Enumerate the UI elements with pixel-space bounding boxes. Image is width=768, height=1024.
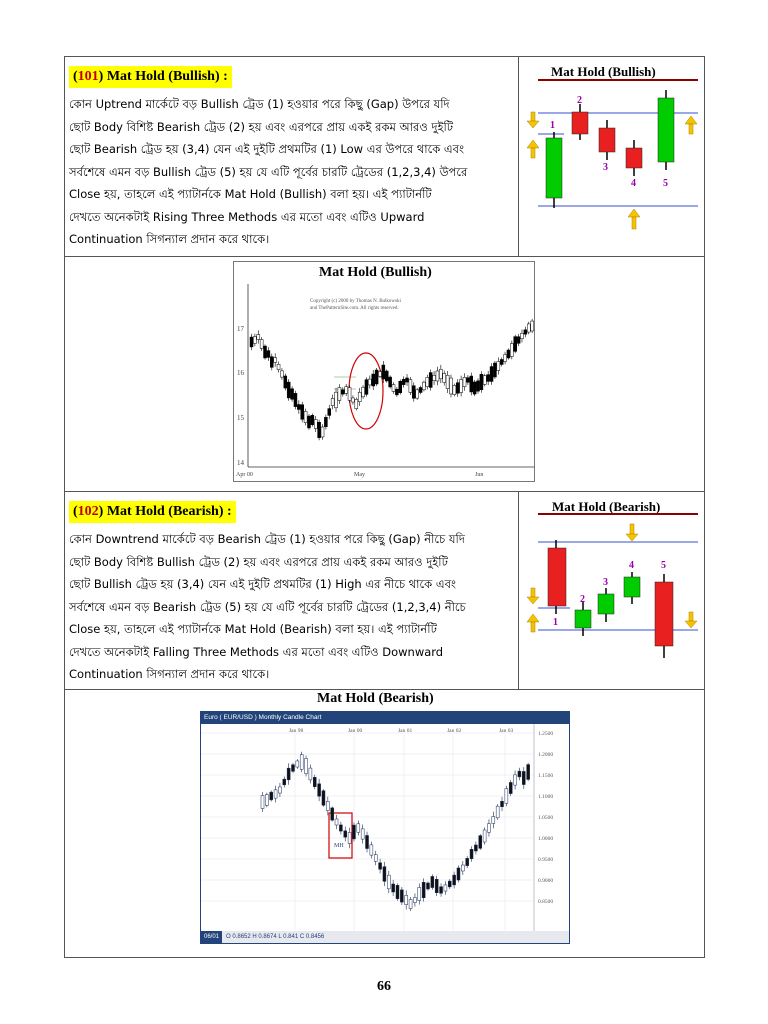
- candle: [490, 367, 493, 382]
- text-line: ছোট Body বিশিষ্ট Bullish ট্রেড (2) হয় এবং এরপরে প্রায় একই রকম আরও দুইটি: [69, 554, 448, 569]
- candle: [457, 868, 460, 880]
- candle: [311, 415, 314, 424]
- y-tick-label: 1.0000: [538, 836, 554, 842]
- candle: [480, 374, 483, 390]
- candle: [339, 825, 342, 831]
- candle: [501, 801, 504, 806]
- copyright-text: and ThePatternSite.com. All rights reserved.: [310, 306, 399, 311]
- candle: [297, 405, 300, 410]
- up-arrow-icon: [527, 614, 539, 632]
- down-arrow-icon: [527, 588, 539, 604]
- pattern-label: 5: [663, 178, 668, 189]
- section-102-description: [69, 528, 516, 686]
- candle-1: [546, 138, 562, 198]
- chart-ohlc-footer: [201, 931, 569, 943]
- column-divider: [518, 57, 519, 256]
- candle: [265, 795, 268, 806]
- candle-2: [575, 610, 591, 628]
- chart-title: Mat Hold (Bearish): [317, 691, 434, 706]
- candle: [387, 875, 390, 889]
- y-tick-label: 14: [237, 459, 244, 467]
- candle-3: [599, 128, 615, 152]
- ohlc-values: O 0.8652 H 0.8674 L 0.841 C 0.8456: [226, 934, 325, 940]
- candle: [318, 422, 321, 437]
- candle: [524, 330, 527, 334]
- candle: [335, 819, 338, 825]
- candle: [466, 378, 469, 383]
- candle: [460, 379, 463, 392]
- candle: [509, 782, 512, 793]
- candle: [413, 897, 416, 902]
- pattern-diagram-title: Mat Hold (Bullish): [551, 64, 656, 79]
- candle: [429, 373, 432, 388]
- candle: [514, 337, 517, 352]
- candle: [357, 824, 360, 832]
- candle: [341, 390, 344, 394]
- candle: [358, 392, 361, 401]
- candle: [267, 351, 270, 358]
- x-tick-label: Jun: [475, 472, 484, 478]
- x-tick-label: Jan 01: [398, 728, 413, 734]
- candle: [287, 382, 290, 398]
- down-arrow-icon: [626, 524, 638, 541]
- candle: [370, 845, 373, 855]
- candle: [307, 416, 310, 428]
- candle: [470, 849, 473, 858]
- chart-title: Mat Hold (Bullish): [319, 265, 432, 280]
- candle: [477, 381, 480, 391]
- text-line: Continuation সিগন্যাল প্রদান করে থাকে।: [69, 232, 270, 246]
- candle: [264, 346, 267, 358]
- candle: [375, 370, 378, 384]
- candle: [483, 830, 486, 842]
- candle: [431, 876, 434, 887]
- candle: [406, 378, 409, 382]
- candle: [278, 787, 281, 793]
- up-arrow-icon: [527, 140, 539, 158]
- candle: [304, 411, 307, 422]
- pattern-diagram-title: Mat Hold (Bearish): [552, 499, 661, 514]
- candle: [453, 385, 456, 394]
- candle: [402, 379, 405, 384]
- text-line: সর্বশেষে এমন বড় Bullish ট্রেড (5) হয় যে এটি পূর্বের চারটি ট্রেডের (1,2,3,4) উপরে: [69, 164, 468, 179]
- candle: [527, 324, 530, 332]
- x-tick-label: Jan 98: [289, 728, 304, 734]
- candle: [270, 792, 273, 800]
- candle: [362, 387, 365, 397]
- candle-5: [658, 98, 674, 162]
- row-divider: [65, 491, 704, 492]
- section-number: 102: [77, 504, 99, 519]
- candle: [448, 881, 451, 887]
- x-tick-label: Jan 02: [447, 728, 462, 734]
- candle: [392, 884, 395, 892]
- x-tick-label: Jan 03: [499, 728, 514, 734]
- candle: [504, 354, 507, 361]
- y-tick-label: 15: [237, 414, 244, 422]
- candle: [344, 831, 347, 837]
- column-divider: [518, 491, 519, 689]
- candle: [274, 358, 277, 363]
- candle: [326, 801, 329, 810]
- candle: [392, 385, 395, 392]
- candle: [463, 377, 466, 386]
- candle: [372, 374, 375, 386]
- candle: [287, 768, 290, 780]
- candle: [324, 417, 327, 426]
- y-tick-label: 16: [237, 369, 244, 377]
- candle-4: [624, 577, 640, 597]
- candle: [443, 374, 446, 383]
- candle: [416, 390, 419, 398]
- candle: [399, 381, 402, 392]
- y-tick-label: 1.0500: [538, 815, 554, 821]
- candle: [517, 337, 520, 344]
- candle: [493, 363, 496, 377]
- candle: [291, 765, 294, 772]
- candle: [426, 883, 429, 889]
- candle: [400, 890, 403, 902]
- candle: [283, 779, 286, 785]
- candle: [419, 388, 422, 393]
- candle: [409, 380, 412, 393]
- text-line: ছোট Bearish ট্রেড হয় (3,4) যেন এই দুইটি প্রথমটির (1) Low এর উপরে থাকে এবং: [69, 142, 465, 156]
- candle: [418, 887, 421, 900]
- down-arrow-icon: [527, 112, 539, 128]
- text-line: সর্বশেষে এমন বড় Bearish ট্রেড (5) হয় যে এটি পূর্বের চারটি ট্রেডের (1,2,3,4) নীচে: [69, 599, 466, 614]
- candle: [510, 344, 513, 357]
- candle: [374, 855, 377, 862]
- candle: [487, 375, 490, 382]
- y-tick-label: 1.1500: [538, 773, 554, 779]
- candle: [449, 378, 452, 394]
- bullish-chart-plot: [234, 282, 534, 482]
- candle: [328, 409, 331, 416]
- candle: [479, 836, 482, 849]
- candle: [383, 867, 386, 882]
- candle: [433, 375, 436, 380]
- candle: [439, 369, 442, 379]
- section-number: 101: [77, 69, 99, 84]
- candle: [487, 824, 490, 833]
- candle: [318, 784, 321, 796]
- candle: [355, 399, 358, 408]
- text-line: ছোট Bullish ট্রেড হয় (3,4) যেন এই দুইটি প্রথমটির (1) High এর নীচে থাকে এবং: [69, 577, 456, 591]
- y-tick-label: 0.8500: [538, 899, 554, 905]
- candle: [507, 350, 510, 358]
- candle: [270, 357, 273, 368]
- text-line: কোন Downtrend মার্কেটে বড় Bearish ট্রেড (1) হওয়ার পরে কিছু (Gap) নীচে যদি: [69, 532, 465, 546]
- copyright-text: Copyright (c) 2000 by Thomas N. Bulkowski: [310, 299, 401, 304]
- candle: [261, 795, 264, 808]
- candle: [456, 383, 459, 394]
- candle: [305, 758, 308, 773]
- candle: [382, 365, 385, 379]
- text-line: দেখতে অনেকটাই Rising Three Methods এর মতো এবং এটিও Upward: [69, 209, 425, 224]
- candle: [348, 388, 351, 401]
- candle: [338, 388, 341, 401]
- candle: [522, 771, 525, 784]
- y-tick-label: 17: [237, 325, 244, 333]
- candle: [497, 361, 500, 370]
- candle: [461, 865, 464, 871]
- candle: [527, 765, 530, 780]
- candle: [474, 845, 477, 851]
- pattern-label: 3: [603, 577, 608, 588]
- candle: [500, 359, 503, 364]
- candle: [366, 835, 369, 848]
- section-title-101: (101) Mat Hold (Bullish) :: [69, 66, 232, 88]
- candle: [505, 789, 508, 804]
- y-tick-label: 1.2500: [538, 731, 554, 737]
- candle: [321, 427, 324, 437]
- page-number: 66: [377, 979, 391, 994]
- candle: [250, 337, 253, 347]
- candle: [440, 887, 443, 894]
- candle: [274, 790, 277, 798]
- candle: [378, 372, 381, 377]
- row-divider: [65, 689, 704, 690]
- pattern-label: 5: [661, 560, 666, 571]
- candle: [348, 832, 351, 843]
- candle: [422, 382, 425, 390]
- candle: [385, 371, 388, 381]
- text-line: কোন Uptrend মার্কেটে বড় Bullish ট্রেড (1) হওয়ার পরে কিছু (Gap) উপরে যদি: [69, 97, 450, 111]
- candle: [331, 398, 334, 405]
- candle-1: [548, 548, 566, 606]
- candle: [518, 771, 521, 777]
- candle: [365, 380, 368, 395]
- pattern-label: 1: [553, 617, 558, 628]
- candle-3: [598, 594, 614, 614]
- candle: [422, 882, 425, 897]
- pattern-label: 4: [631, 178, 636, 189]
- y-tick-label: 0.9000: [538, 878, 554, 884]
- text-line: Close হয়, তাহলে এই প্যাটার্নকে Mat Hold (Bullish) বলা হয়। এই প্যাটার্নটি: [69, 187, 432, 201]
- bearish-example-chart: [200, 711, 570, 944]
- candle: [453, 875, 456, 885]
- candle: [389, 377, 392, 387]
- up-arrow-icon: [628, 209, 640, 229]
- candle: [345, 387, 348, 394]
- candle: [514, 775, 517, 785]
- text-line: ছোট Body বিশিষ্ট Bearish ট্রেড (2) হয় এবং এরপরে প্রায় একই রকম আরও দুইটি: [69, 119, 454, 134]
- candle: [313, 777, 316, 786]
- candle: [277, 364, 280, 369]
- candle: [352, 825, 355, 839]
- pattern-label: 2: [577, 95, 582, 106]
- candle: [412, 386, 415, 399]
- candle: [301, 405, 304, 420]
- candle: [466, 858, 469, 865]
- pattern-marker-label: MH: [334, 843, 344, 849]
- candle: [284, 376, 287, 388]
- candle: [296, 761, 299, 767]
- candle: [531, 321, 534, 331]
- candle: [435, 879, 438, 892]
- candle: [314, 420, 317, 429]
- pattern-label: 1: [550, 120, 555, 131]
- bearish-chart-plot: [201, 724, 569, 933]
- candle: [322, 791, 325, 806]
- candle: [253, 337, 256, 344]
- candle: [405, 895, 408, 904]
- section-101-description: [69, 93, 516, 251]
- down-arrow-icon: [685, 612, 697, 628]
- candle-5: [655, 582, 673, 646]
- bullish-example-chart: [233, 261, 535, 482]
- candle: [331, 808, 334, 820]
- text-line: Close হয়, তাহলে এই প্যাটার্নকে Mat Hold (Bearish) বলা হয়। এই প্যাটার্নটি: [69, 622, 437, 636]
- candle-2: [572, 112, 588, 134]
- candle: [426, 377, 429, 386]
- candle: [257, 335, 260, 340]
- candle: [492, 817, 495, 824]
- candle: [395, 389, 398, 395]
- mat-hold-bearish-diagram: [522, 496, 705, 686]
- pattern-label: 2: [580, 594, 585, 605]
- candle: [300, 755, 303, 770]
- row-divider: [65, 256, 704, 257]
- pattern-label: 3: [603, 162, 608, 173]
- candle: [294, 393, 297, 406]
- candle: [444, 885, 447, 891]
- candle: [396, 885, 399, 898]
- x-tick-label: May: [354, 472, 365, 478]
- candle: [260, 340, 263, 349]
- candle: [351, 398, 354, 402]
- candle: [361, 829, 364, 839]
- up-arrow-icon: [685, 116, 697, 134]
- y-tick-label: 0.9500: [538, 857, 554, 863]
- candle: [470, 376, 473, 392]
- candle: [483, 376, 486, 385]
- text-line: দেখতে অনেকটাই Falling Three Methods এর মতো এবং এটিও Downward: [69, 644, 444, 659]
- text-line: Continuation সিগন্যাল প্রদান করে থাকে।: [69, 667, 270, 681]
- candle-4: [626, 148, 642, 168]
- candle: [368, 379, 371, 385]
- candle: [291, 389, 294, 400]
- candle: [309, 768, 312, 780]
- section-title-102: (102) Mat Hold (Bearish) :: [69, 501, 236, 523]
- candle: [496, 806, 499, 818]
- candle: [379, 863, 382, 870]
- period-label: 06/01: [201, 931, 222, 943]
- candle: [473, 382, 476, 394]
- y-tick-label: 1.2000: [538, 752, 554, 758]
- candle: [436, 371, 439, 381]
- candle: [335, 392, 338, 408]
- candle: [280, 371, 283, 377]
- mat-hold-bullish-diagram: [522, 62, 705, 255]
- candle: [520, 333, 523, 339]
- chart-header: Euro ( EUR/USD ) Monthly Candle Chart: [201, 712, 569, 724]
- y-tick-label: 1.1000: [538, 794, 554, 800]
- pattern-label: 4: [629, 560, 634, 571]
- x-tick-label: Jan 00: [348, 728, 363, 734]
- candle: [446, 375, 449, 388]
- x-tick-label: Apr 00: [236, 472, 253, 478]
- candle: [409, 899, 412, 908]
